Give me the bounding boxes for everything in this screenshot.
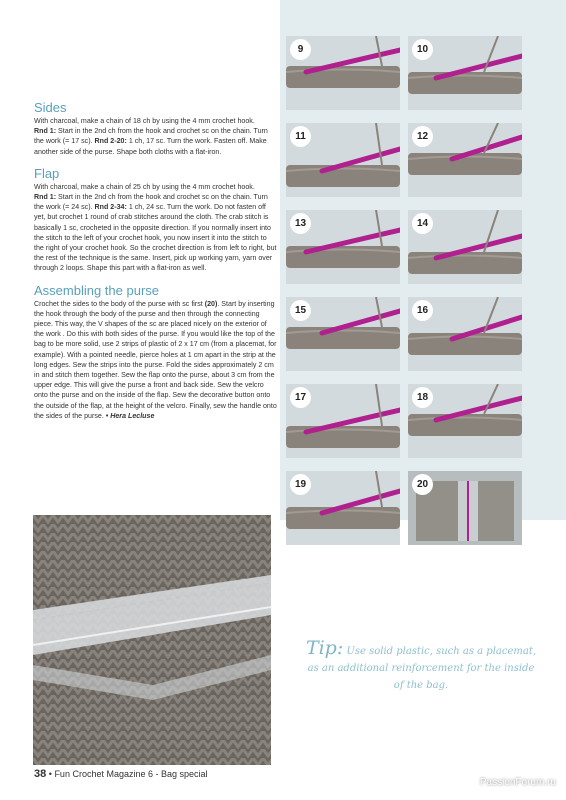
round-label: Rnd 1: xyxy=(34,127,57,136)
step-number-badge: 12 xyxy=(412,126,433,147)
step-number-badge: 10 xyxy=(412,39,433,60)
step-photo-10 xyxy=(408,36,522,110)
step-photo-17 xyxy=(286,384,400,458)
round-label: Rnd 2-20: xyxy=(94,137,127,146)
section-title: Flap xyxy=(34,165,60,181)
magazine-title: Fun Crochet Magazine 6 - Bag special xyxy=(54,769,208,779)
step-number-badge: 19 xyxy=(290,474,311,495)
step-photo-15 xyxy=(286,297,400,371)
footer-bullet: • xyxy=(48,769,52,779)
step-photo-13 xyxy=(286,210,400,284)
watermark: PassionForum.ru xyxy=(479,777,556,788)
step-number-badge: 11 xyxy=(290,126,311,147)
tip-box xyxy=(296,637,546,694)
step-number-badge: 15 xyxy=(290,300,311,321)
tip-label: Tip: xyxy=(305,637,344,659)
step-number-badge: 13 xyxy=(290,213,311,234)
paragraph xyxy=(34,116,278,126)
paragraph xyxy=(34,299,278,421)
step-number-badge: 20 xyxy=(412,474,433,495)
step-number-badge: 14 xyxy=(412,213,433,234)
section-assembling xyxy=(34,283,278,421)
instructions-column xyxy=(34,100,278,430)
author-signature: • Hera Lecluse xyxy=(105,411,155,420)
page-number: 38 xyxy=(34,768,47,780)
step-photo-14 xyxy=(408,210,522,284)
step-number-badge: 17 xyxy=(290,387,311,408)
step-number-badge: 18 xyxy=(412,387,433,408)
step-photo-11 xyxy=(286,123,400,197)
step-photo-19 xyxy=(286,471,400,545)
tip-line-3: of the bag. xyxy=(393,680,449,691)
paragraph xyxy=(34,192,278,274)
step-photo-9 xyxy=(286,36,400,110)
text-run: 1 ch, 24 sc. Turn the work. Do not fasten off yet, but crochet 1 round of crab stitches around the cloth. The crab stitch is basically 1 sc, crocheted in the opposite direction. If you normally insert into the stitch to the left of your crochet hook, you now insert it into the stitch to the right of your crochet hook. So the crochet direction is from left to right, but the rest of the technique is the same. Insert, pick up working yarn, yarn over through 2 loops. Shape this part with a flat-iron as well. xyxy=(34,203,277,273)
page-footer xyxy=(34,768,208,780)
step-photo-12 xyxy=(408,123,522,197)
section-body xyxy=(34,299,278,421)
step-photo-18 xyxy=(408,384,522,458)
round-label: (20) xyxy=(204,299,218,308)
step-number-badge: 16 xyxy=(412,300,433,321)
tip-line-1: Use solid plastic, such as a placemat, xyxy=(346,646,537,657)
text-run: . Start by inserting the hook through the body of the purse and then through the connecting piece. This way, the V shapes of the sc are placed nicely on the exterior of the work . Do this with both sides of the purse. If you would like the top of the bag to be more solid, use 2 strips of plastic of 2 x 17 cm (from a placemat, for example). With a pointed needle, pierce holes at 1 cm apart in the strip at the long edges. Sew the strips into the purse. Fold the sides approximately 2 cm in and stitch them together. Sew the flap onto the purse, about 3 cm from the upper edge. This will give the purse a front and back side. Sew the velcro onto the purse and on the inside of the flap. Sew the decorative button onto the outside of the flap, at the height of the velcro. Finally, sew the handle onto the sides of the purse. xyxy=(34,299,277,420)
section-title: Assembling the purse xyxy=(34,282,160,298)
tip-line-2: as an additional reinforcement for the inside xyxy=(307,663,535,674)
purse-closeup-photo xyxy=(33,515,271,765)
section-body xyxy=(34,182,278,274)
text-run: 1 ch, 17 sc. Turn the work. Fasten off. Make another side of the purse. Shape both cloths with a flat-iron. xyxy=(34,137,267,156)
step-photo-20 xyxy=(408,471,522,545)
section-body xyxy=(34,116,278,157)
section-sides xyxy=(34,100,278,157)
section-flap xyxy=(34,166,278,274)
round-label: Rnd 1: xyxy=(34,193,57,202)
text-run: With charcoal, make a chain of 25 ch by using the 4 mm crochet hook. xyxy=(34,182,255,191)
step-number-badge: 9 xyxy=(290,39,311,60)
step-photo-grid xyxy=(280,0,566,520)
paragraph xyxy=(34,126,278,157)
text-run: Start in the 2nd ch from the hook and crochet sc on the chain. Turn the work (= 17 sc). xyxy=(34,127,268,146)
section-title: Sides xyxy=(34,100,67,115)
paragraph xyxy=(34,182,278,192)
step-photo-16 xyxy=(408,297,522,371)
text-run: With charcoal, make a chain of 18 ch by using the 4 mm crochet hook. xyxy=(34,117,255,125)
text-run: Start in the 2nd ch from the hook and crochet sc on the chain. Turn the work (= 24 sc). xyxy=(34,193,268,212)
round-label: Rnd 2-34: xyxy=(94,203,127,212)
text-run: Crochet the sides to the body of the purse with sc first xyxy=(34,299,205,308)
